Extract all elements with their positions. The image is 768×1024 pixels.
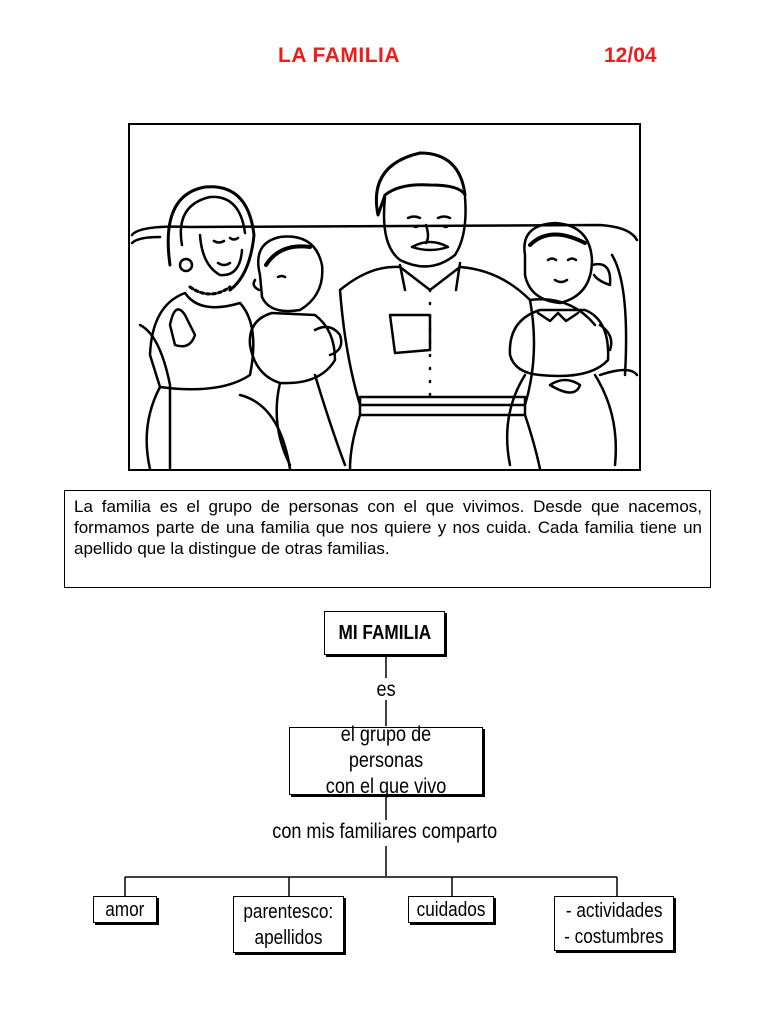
link-label-es: es bbox=[376, 678, 396, 701]
definition-line-1: el grupo de personas bbox=[340, 723, 432, 772]
definition-line-2: con el que vivo bbox=[325, 775, 447, 798]
intro-paragraph: La familia es el grupo de personas con el que vivimos. Desde que nacemos, formamos parte de una familia que nos quiere y nos cuida. Cada familia tiene un apellido que la distingue de otras familias. bbox=[64, 490, 711, 588]
root-label: MI FAMILIA bbox=[338, 622, 431, 644]
definition-box bbox=[289, 723, 483, 798]
root-box-mi-familia bbox=[324, 611, 445, 655]
page-title: LA FAMILIA bbox=[278, 44, 401, 67]
leaf-box-cuidados: cuidados bbox=[408, 896, 494, 923]
leaf-box-amor: amor bbox=[93, 896, 157, 923]
leaf-box-parentesco: parentesco: apellidos bbox=[233, 896, 344, 953]
page-date: 12/04 bbox=[604, 44, 657, 67]
link-label-comparto: con mis familiares comparto bbox=[272, 820, 498, 843]
leaf-box-actividades: - actividades - costumbres bbox=[554, 896, 674, 951]
